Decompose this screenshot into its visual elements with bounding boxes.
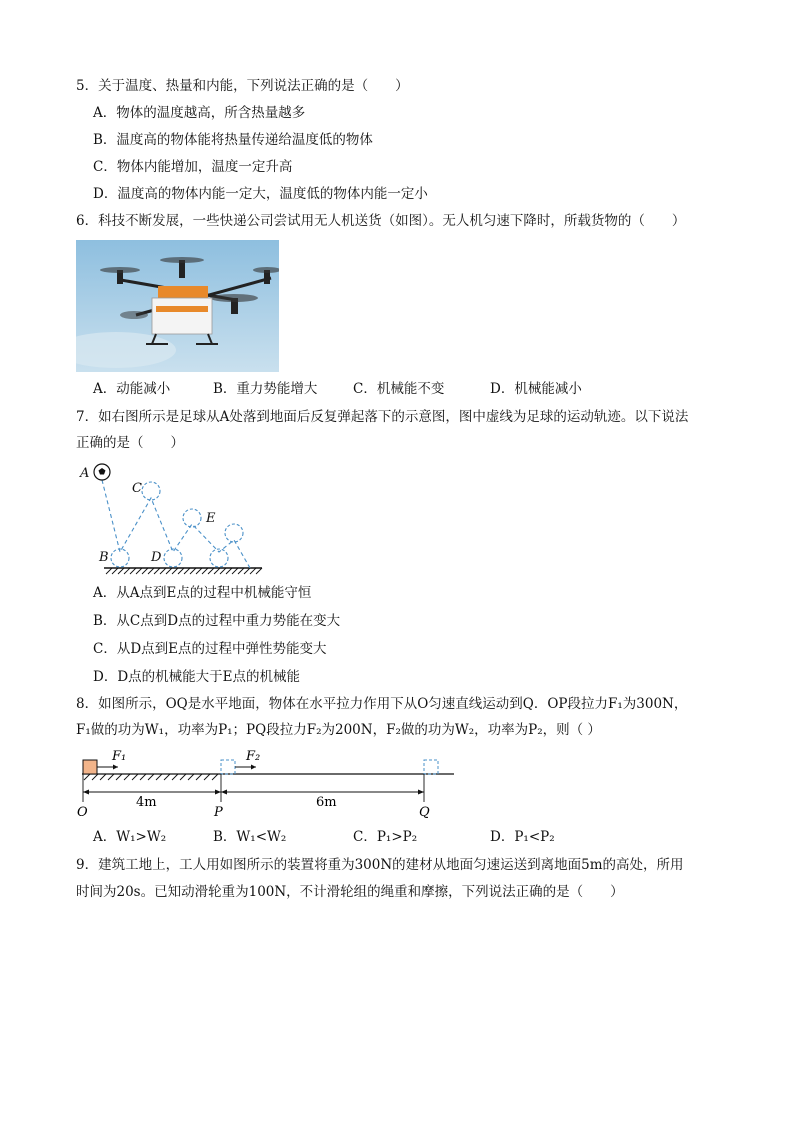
label-p: P xyxy=(214,805,223,820)
label-d: D xyxy=(151,550,162,565)
q5-option-d: D．温度高的物体内能一定大，温度低的物体内能一定小 xyxy=(93,186,428,202)
q7-option-b: B．从C点到D点的过程中重力势能在变大 xyxy=(93,613,341,629)
label-a: A xyxy=(80,466,90,481)
q6-option-b: B．重力势能增大 xyxy=(213,381,318,397)
q6-stem: 6．科技不断发展，一些快递公司尝试用无人机送货（如图）。无人机匀速下降时，所载货物的（ ） xyxy=(76,213,686,229)
q7-option-c: C．从D点到E点的过程中弹性势能变大 xyxy=(93,641,327,657)
label-e: E xyxy=(206,511,216,526)
q8-option-b: B．W₁<W₂ xyxy=(213,829,287,845)
q7-option-a: A．从A点到E点的过程中机械能守恒 xyxy=(93,585,312,601)
q6-option-a: A．动能减小 xyxy=(93,381,171,397)
label-o: O xyxy=(77,805,88,820)
q5-option-a: A．物体的温度越高，所含热量越多 xyxy=(93,105,306,121)
q7-option-d: D．D点的机械能大于E点的机械能 xyxy=(93,669,301,685)
label-b: B xyxy=(99,550,109,565)
q6-option-c: C．机械能不变 xyxy=(353,381,445,397)
q7-stem-line2: 正确的是（ ） xyxy=(76,435,184,451)
q9-stem-line1: 9．建筑工地上，工人用如图所示的装置将重为300N的建材从地面匀速运送到离地面5m的高处，所用 xyxy=(76,857,684,873)
drone-photo xyxy=(76,240,279,372)
label-f1: F₁ xyxy=(112,749,127,764)
q8-option-c: C．P₁>P₂ xyxy=(353,829,418,845)
q5-stem: 5．关于温度、热量和内能，下列说法正确的是（ ） xyxy=(76,78,409,94)
force-distance-diagram xyxy=(74,746,464,820)
q5-option-c: C．物体内能增加，温度一定升高 xyxy=(93,159,293,175)
q6-option-d: D．机械能减小 xyxy=(490,381,582,397)
q8-option-a: A．W₁>W₂ xyxy=(93,829,167,845)
q8-stem-line2: F₁做的功为W₁，功率为P₁；PQ段拉力F₂为200N，F₂做的功为W₂，功率为P₂，则（ ） xyxy=(76,722,601,738)
label-op-length: 4m xyxy=(136,795,157,810)
label-q: Q xyxy=(419,805,430,820)
q7-stem-line1: 7．如右图所示是足球从A处落到地面后反复弹起落下的示意图，图中虚线为足球的运动轨迹。以下说法 xyxy=(76,409,689,425)
label-pq-length: 6m xyxy=(316,795,337,810)
label-c: C xyxy=(132,481,142,496)
ball-bounce-diagram xyxy=(76,458,266,578)
q5-option-b: B．温度高的物体能将热量传递给温度低的物体 xyxy=(93,132,373,148)
q8-option-d: D．P₁<P₂ xyxy=(490,829,555,845)
label-f2: F₂ xyxy=(246,749,261,764)
q9-stem-line2: 时间为20s。已知动滑轮重为100N，不计滑轮组的绳重和摩擦，下列说法正确的是（ ） xyxy=(76,884,624,900)
q8-stem-line1: 8．如图所示，OQ是水平地面，物体在水平拉力作用下从O匀速直线运动到Q．OP段拉力F₁为300N， xyxy=(76,696,688,712)
